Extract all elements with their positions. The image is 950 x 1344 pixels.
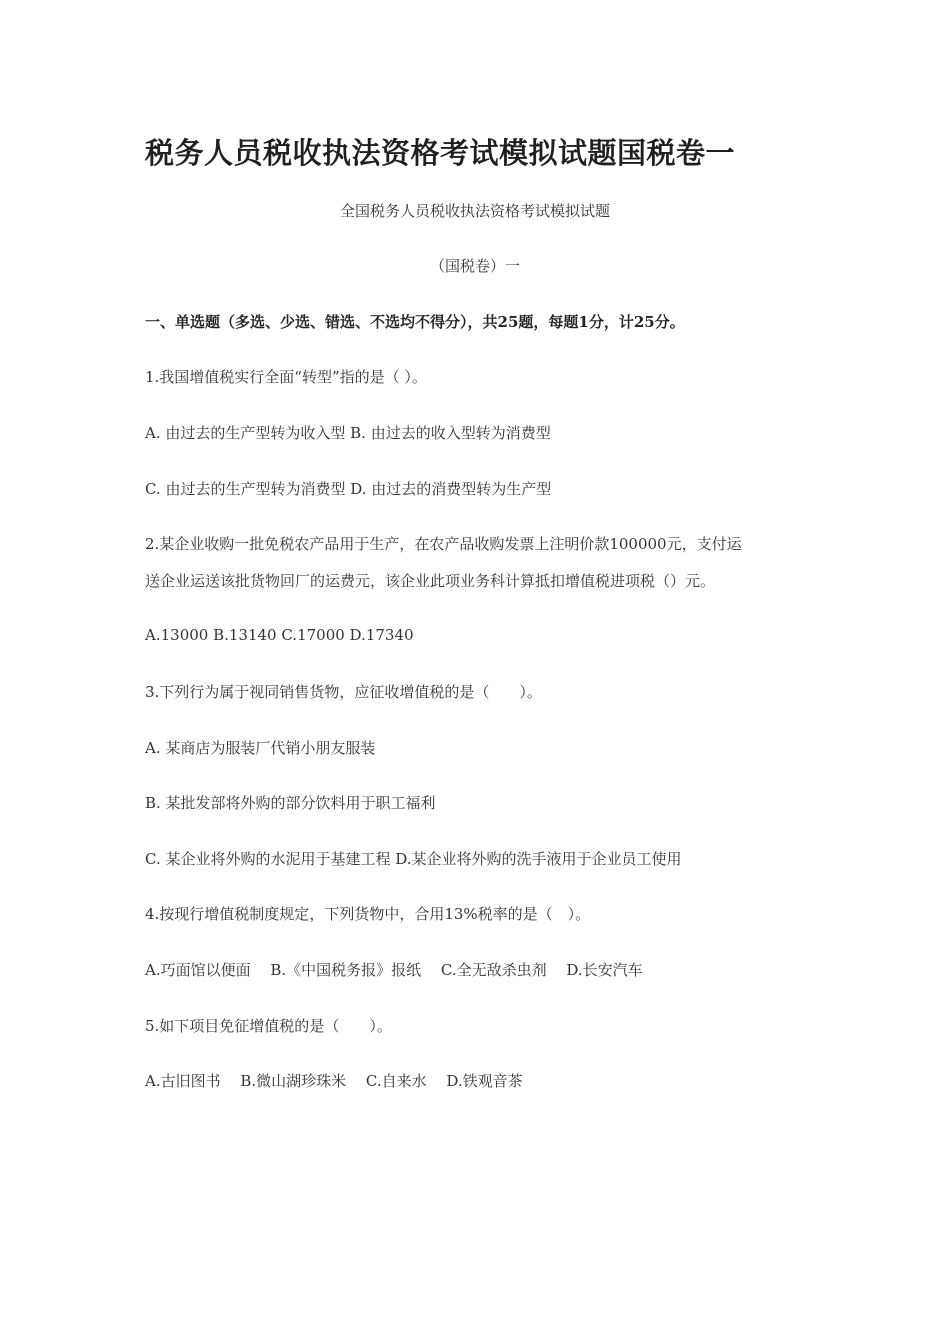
- question-3-option-b: B. 某批发部将外购的部分饮料用于职工福利: [145, 794, 436, 812]
- question-3: 3.下列行为属于视同销售货物，应征收增值税的是（ ）。: [145, 683, 542, 701]
- question-2-line-2: 送企业运送该批货物回厂的运费元，该企业此项业务科计算抵扣增值税进项税（）元。: [145, 572, 716, 590]
- document-subtitle-volume: （国税卷）一: [429, 257, 520, 275]
- question-1-options-cd: C. 由过去的生产型转为消费型 D. 由过去的消费型转为生产型: [145, 480, 552, 498]
- question-5: 5.如下项目免征增值税的是（ ）。: [145, 1017, 392, 1035]
- question-4-options: A.巧面馆以便面 B.《中国税务报》报纸 C.全无敌杀虫剂 D.长安汽车: [145, 961, 643, 979]
- question-3-options-cd: C. 某企业将外购的水泥用于基建工程 D.某企业将外购的洗手液用于企业员工使用: [145, 850, 682, 868]
- question-1-options-ab: A. 由过去的生产型转为收入型 B. 由过去的收入型转为消费型: [145, 424, 551, 442]
- document-subtitle: 全国税务人员税收执法资格考试模拟试题: [339, 202, 610, 220]
- question-4: 4.按现行增值税制度规定，下列货物中，合用13%税率的是（ ）。: [145, 905, 591, 923]
- section-heading: 一、单选题（多选、少选、错选、不选均不得分），共25题，每题1分，计25分。: [145, 313, 685, 331]
- question-3-option-a: A. 某商店为服装厂代销小朋友服装: [145, 739, 376, 757]
- question-5-options: A.古旧图书 B.微山湖珍珠米 C.自来水 D.铁观音茶: [145, 1072, 523, 1090]
- question-2-line-1: 2.某企业收购一批免税农产品用于生产，在农产品收购发票上注明价款100000元，支付运: [145, 535, 742, 553]
- question-2-options: A.13000 B.13140 C.17000 D.17340: [145, 626, 414, 644]
- question-1: 1.我国增值税实行全面“转型”指的是（ ）。: [145, 368, 427, 386]
- document-title: 税务人员税收执法资格考试模拟试题国税卷一: [145, 136, 736, 170]
